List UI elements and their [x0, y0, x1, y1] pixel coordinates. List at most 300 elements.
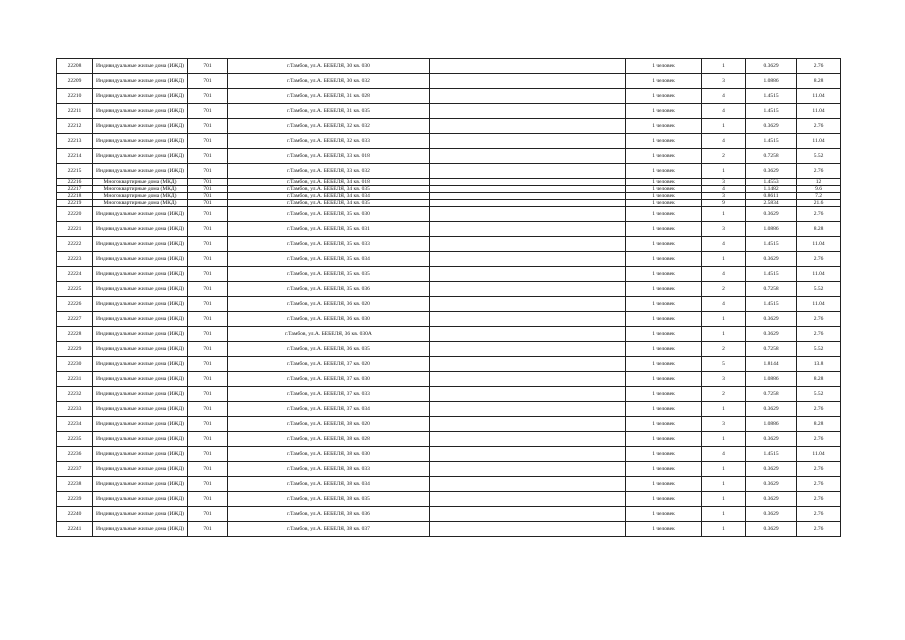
table-row: [57, 207, 841, 222]
count-cell: 4: [702, 104, 746, 119]
total-cell: 2.76: [797, 252, 841, 267]
table-row: [57, 186, 841, 193]
coefficient-cell: 1.0886: [746, 74, 797, 89]
count-cell: 2: [702, 282, 746, 297]
unit-cell: 1 человек: [626, 432, 702, 447]
code-cell: 701: [188, 357, 228, 372]
empty-cell: [430, 134, 626, 149]
row-id-cell: 22210: [57, 89, 93, 104]
code-cell: 701: [188, 417, 228, 432]
row-id-cell: 22232: [57, 387, 93, 402]
code-cell: 701: [188, 59, 228, 74]
table-row: [57, 252, 841, 267]
code-cell: 701: [188, 149, 228, 164]
document-page: [56, 58, 840, 537]
empty-cell: [430, 432, 626, 447]
row-id-cell: 22241: [57, 522, 93, 537]
address-cell: г.Тамбов, ул.А. БЕБЕЛЯ, 34 кв. 035: [228, 186, 430, 193]
empty-cell: [430, 522, 626, 537]
row-id-cell: 22208: [57, 59, 93, 74]
unit-cell: 1 человек: [626, 357, 702, 372]
empty-cell: [430, 402, 626, 417]
empty-cell: [430, 462, 626, 477]
coefficient-cell: 0.3629: [746, 522, 797, 537]
house-type-cell: Многоквартирные дома (МКД): [93, 179, 188, 186]
coefficient-cell: 1.4515: [746, 237, 797, 252]
address-cell: г.Тамбов, ул.А. БЕБЕЛЯ, 33 кв. 018: [228, 149, 430, 164]
empty-cell: [430, 342, 626, 357]
address-cell: г.Тамбов, ул.А. БЕБЕЛЯ, 37 кв. 034: [228, 402, 430, 417]
row-id-cell: 22235: [57, 432, 93, 447]
coefficient-cell: 1.1482: [746, 186, 797, 193]
table-row: [57, 312, 841, 327]
table-row: [57, 200, 841, 207]
row-id-cell: 22231: [57, 372, 93, 387]
row-id-cell: 22224: [57, 267, 93, 282]
empty-cell: [430, 492, 626, 507]
table-row: [57, 134, 841, 149]
table-row: [57, 372, 841, 387]
total-cell: 2.76: [797, 522, 841, 537]
table-row: [57, 417, 841, 432]
code-cell: 701: [188, 164, 228, 179]
coefficient-cell: 1.0886: [746, 372, 797, 387]
house-type-cell: Индивидуальные жилые дома (ИЖД): [93, 297, 188, 312]
total-cell: 2.76: [797, 402, 841, 417]
total-cell: 5.52: [797, 282, 841, 297]
table-row: [57, 447, 841, 462]
row-id-cell: 22233: [57, 402, 93, 417]
house-type-cell: Индивидуальные жилые дома (ИЖД): [93, 522, 188, 537]
total-cell: 11.04: [797, 297, 841, 312]
table-row: [57, 387, 841, 402]
coefficient-cell: 1.4515: [746, 104, 797, 119]
total-cell: 2.76: [797, 492, 841, 507]
code-cell: 701: [188, 104, 228, 119]
code-cell: 701: [188, 207, 228, 222]
address-cell: г.Тамбов, ул.А. БЕБЕЛЯ, 35 кв. 035: [228, 267, 430, 282]
unit-cell: 1 человек: [626, 119, 702, 134]
house-type-cell: Индивидуальные жилые дома (ИЖД): [93, 164, 188, 179]
count-cell: 2: [702, 149, 746, 164]
coefficient-cell: 1.8144: [746, 357, 797, 372]
house-type-cell: Индивидуальные жилые дома (ИЖД): [93, 104, 188, 119]
count-cell: 3: [702, 193, 746, 200]
house-type-cell: Индивидуальные жилые дома (ИЖД): [93, 312, 188, 327]
table-row: [57, 222, 841, 237]
count-cell: 1: [702, 327, 746, 342]
count-cell: 4: [702, 267, 746, 282]
total-cell: 2.76: [797, 119, 841, 134]
code-cell: 701: [188, 492, 228, 507]
empty-cell: [430, 507, 626, 522]
total-cell: 11.04: [797, 237, 841, 252]
code-cell: 701: [188, 222, 228, 237]
total-cell: 5.52: [797, 149, 841, 164]
unit-cell: 1 человек: [626, 237, 702, 252]
coefficient-cell: 0.3629: [746, 492, 797, 507]
row-id-cell: 22209: [57, 74, 93, 89]
count-cell: 4: [702, 297, 746, 312]
empty-cell: [430, 312, 626, 327]
table-row: [57, 522, 841, 537]
empty-cell: [430, 186, 626, 193]
total-cell: 2.76: [797, 432, 841, 447]
code-cell: 701: [188, 179, 228, 186]
total-cell: 11.04: [797, 134, 841, 149]
table-row: [57, 492, 841, 507]
coefficient-cell: 1.0886: [746, 417, 797, 432]
coefficient-cell: 0.3629: [746, 312, 797, 327]
unit-cell: 1 человек: [626, 402, 702, 417]
code-cell: 701: [188, 186, 228, 193]
count-cell: 4: [702, 237, 746, 252]
address-cell: г.Тамбов, ул.А. БЕБЕЛЯ, 35 кв. 034: [228, 252, 430, 267]
house-type-cell: Индивидуальные жилые дома (ИЖД): [93, 252, 188, 267]
empty-cell: [430, 477, 626, 492]
coefficient-cell: 0.7258: [746, 149, 797, 164]
unit-cell: 1 человек: [626, 207, 702, 222]
unit-cell: 1 человек: [626, 149, 702, 164]
unit-cell: 1 человек: [626, 252, 702, 267]
total-cell: 8.28: [797, 417, 841, 432]
address-cell: г.Тамбов, ул.А. БЕБЕЛЯ, 38 кв. 035: [228, 492, 430, 507]
table-row: [57, 267, 841, 282]
total-cell: 13.8: [797, 357, 841, 372]
empty-cell: [430, 149, 626, 164]
total-cell: 5.52: [797, 387, 841, 402]
coefficient-cell: 0.3629: [746, 402, 797, 417]
code-cell: 701: [188, 432, 228, 447]
address-cell: г.Тамбов, ул.А. БЕБЕЛЯ, 34 кв. 034: [228, 193, 430, 200]
address-cell: г.Тамбов, ул.А. БЕБЕЛЯ, 37 кв. 030: [228, 372, 430, 387]
table-row: [57, 357, 841, 372]
house-type-cell: Индивидуальные жилые дома (ИЖД): [93, 477, 188, 492]
coefficient-cell: 0.3629: [746, 164, 797, 179]
row-id-cell: 22221: [57, 222, 93, 237]
house-type-cell: Индивидуальные жилые дома (ИЖД): [93, 222, 188, 237]
unit-cell: 1 человек: [626, 282, 702, 297]
total-cell: 11.04: [797, 267, 841, 282]
table-row: [57, 237, 841, 252]
code-cell: 701: [188, 342, 228, 357]
house-type-cell: Индивидуальные жилые дома (ИЖД): [93, 372, 188, 387]
count-cell: 1: [702, 164, 746, 179]
code-cell: 701: [188, 297, 228, 312]
house-type-cell: Индивидуальные жилые дома (ИЖД): [93, 447, 188, 462]
total-cell: 8.28: [797, 372, 841, 387]
table-row: [57, 477, 841, 492]
address-cell: г.Тамбов, ул.А. БЕБЕЛЯ, 34 кв. 035: [228, 200, 430, 207]
count-cell: 4: [702, 89, 746, 104]
empty-cell: [430, 282, 626, 297]
house-type-cell: Индивидуальные жилые дома (ИЖД): [93, 74, 188, 89]
house-type-cell: Индивидуальные жилые дома (ИЖД): [93, 357, 188, 372]
unit-cell: 1 человек: [626, 186, 702, 193]
address-cell: г.Тамбов, ул.А. БЕБЕЛЯ, 38 кв. 030: [228, 447, 430, 462]
code-cell: 701: [188, 134, 228, 149]
house-type-cell: Индивидуальные жилые дома (ИЖД): [93, 134, 188, 149]
row-id-cell: 22227: [57, 312, 93, 327]
address-cell: г.Тамбов, ул.А. БЕБЕЛЯ, 30 кв. 030: [228, 59, 430, 74]
address-cell: г.Тамбов, ул.А. БЕБЕЛЯ, 33 кв. 032: [228, 164, 430, 179]
empty-cell: [430, 222, 626, 237]
unit-cell: 1 человек: [626, 477, 702, 492]
table-row: [57, 149, 841, 164]
unit-cell: 1 человек: [626, 179, 702, 186]
code-cell: 701: [188, 312, 228, 327]
count-cell: 1: [702, 462, 746, 477]
address-cell: г.Тамбов, ул.А. БЕБЕЛЯ, 37 кв. 033: [228, 387, 430, 402]
total-cell: 2.76: [797, 507, 841, 522]
address-cell: г.Тамбов, ул.А. БЕБЕЛЯ, 38 кв. 020: [228, 417, 430, 432]
code-cell: 701: [188, 267, 228, 282]
address-cell: г.Тамбов, ул.А. БЕБЕЛЯ, 38 кв. 037: [228, 522, 430, 537]
count-cell: 2: [702, 342, 746, 357]
empty-cell: [430, 252, 626, 267]
empty-cell: [430, 193, 626, 200]
row-id-cell: 22217: [57, 186, 93, 193]
coefficient-cell: 0.8611: [746, 193, 797, 200]
row-id-cell: 22225: [57, 282, 93, 297]
total-cell: 2.76: [797, 462, 841, 477]
total-cell: 2.76: [797, 327, 841, 342]
empty-cell: [430, 297, 626, 312]
unit-cell: 1 человек: [626, 297, 702, 312]
unit-cell: 1 человек: [626, 267, 702, 282]
empty-cell: [430, 387, 626, 402]
house-type-cell: Индивидуальные жилые дома (ИЖД): [93, 432, 188, 447]
coefficient-cell: 0.3629: [746, 252, 797, 267]
house-type-cell: Индивидуальные жилые дома (ИЖД): [93, 207, 188, 222]
row-id-cell: 22219: [57, 200, 93, 207]
coefficient-cell: 1.4515: [746, 89, 797, 104]
code-cell: 701: [188, 193, 228, 200]
address-cell: г.Тамбов, ул.А. БЕБЕЛЯ, 35 кв. 036: [228, 282, 430, 297]
count-cell: 3: [702, 74, 746, 89]
table-row: [57, 432, 841, 447]
total-cell: 8.28: [797, 74, 841, 89]
row-id-cell: 22216: [57, 179, 93, 186]
house-type-cell: Индивидуальные жилые дома (ИЖД): [93, 149, 188, 164]
unit-cell: 1 человек: [626, 74, 702, 89]
unit-cell: 1 человек: [626, 312, 702, 327]
code-cell: 701: [188, 89, 228, 104]
unit-cell: 1 человек: [626, 462, 702, 477]
empty-cell: [430, 372, 626, 387]
empty-cell: [430, 104, 626, 119]
table-row: [57, 342, 841, 357]
row-id-cell: 22215: [57, 164, 93, 179]
address-cell: г.Тамбов, ул.А. БЕБЕЛЯ, 38 кв. 034: [228, 477, 430, 492]
coefficient-cell: 1.4515: [746, 134, 797, 149]
data-table: [56, 58, 841, 537]
unit-cell: 1 человек: [626, 372, 702, 387]
house-type-cell: Индивидуальные жилые дома (ИЖД): [93, 507, 188, 522]
house-type-cell: Индивидуальные жилые дома (ИЖД): [93, 327, 188, 342]
code-cell: 701: [188, 372, 228, 387]
table-row: [57, 119, 841, 134]
row-id-cell: 22230: [57, 357, 93, 372]
coefficient-cell: 1.4515: [746, 447, 797, 462]
count-cell: 5: [702, 357, 746, 372]
coefficient-cell: 0.3629: [746, 462, 797, 477]
count-cell: 4: [702, 447, 746, 462]
count-cell: 2: [702, 387, 746, 402]
count-cell: 4: [702, 134, 746, 149]
unit-cell: 1 человек: [626, 327, 702, 342]
coefficient-cell: 2.5834: [746, 200, 797, 207]
table-row: [57, 89, 841, 104]
table-row: [57, 104, 841, 119]
coefficient-cell: 0.3629: [746, 327, 797, 342]
code-cell: 701: [188, 387, 228, 402]
unit-cell: 1 человек: [626, 507, 702, 522]
coefficient-cell: 0.3629: [746, 507, 797, 522]
total-cell: 21.6: [797, 200, 841, 207]
row-id-cell: 22212: [57, 119, 93, 134]
total-cell: 11.04: [797, 104, 841, 119]
house-type-cell: Индивидуальные жилые дома (ИЖД): [93, 462, 188, 477]
address-cell: г.Тамбов, ул.А. БЕБЕЛЯ, 32 кв. 033: [228, 134, 430, 149]
coefficient-cell: 0.7258: [746, 282, 797, 297]
coefficient-cell: 0.3629: [746, 59, 797, 74]
unit-cell: 1 человек: [626, 342, 702, 357]
address-cell: г.Тамбов, ул.А. БЕБЕЛЯ, 37 кв. 020: [228, 357, 430, 372]
address-cell: г.Тамбов, ул.А. БЕБЕЛЯ, 36 кв. 035: [228, 342, 430, 357]
address-cell: г.Тамбов, ул.А. БЕБЕЛЯ, 36 кв. 020: [228, 297, 430, 312]
row-id-cell: 22236: [57, 447, 93, 462]
address-cell: г.Тамбов, ул.А. БЕБЕЛЯ, 35 кв. 030: [228, 207, 430, 222]
row-id-cell: 22222: [57, 237, 93, 252]
row-id-cell: 22218: [57, 193, 93, 200]
house-type-cell: Многоквартирные дома (МКД): [93, 200, 188, 207]
table-row: [57, 327, 841, 342]
row-id-cell: 22211: [57, 104, 93, 119]
code-cell: 701: [188, 252, 228, 267]
row-id-cell: 22213: [57, 134, 93, 149]
unit-cell: 1 человек: [626, 387, 702, 402]
coefficient-cell: 0.7258: [746, 342, 797, 357]
count-cell: 1: [702, 312, 746, 327]
table-row: [57, 193, 841, 200]
empty-cell: [430, 417, 626, 432]
empty-cell: [430, 327, 626, 342]
code-cell: 701: [188, 522, 228, 537]
total-cell: 9.6: [797, 186, 841, 193]
unit-cell: 1 человек: [626, 164, 702, 179]
address-cell: г.Тамбов, ул.А. БЕБЕЛЯ, 38 кв. 033: [228, 462, 430, 477]
code-cell: 701: [188, 402, 228, 417]
count-cell: 4: [702, 186, 746, 193]
empty-cell: [430, 119, 626, 134]
house-type-cell: Индивидуальные жилые дома (ИЖД): [93, 342, 188, 357]
unit-cell: 1 человек: [626, 193, 702, 200]
count-cell: 1: [702, 507, 746, 522]
code-cell: 701: [188, 200, 228, 207]
count-cell: 3: [702, 179, 746, 186]
unit-cell: 1 человек: [626, 104, 702, 119]
address-cell: г.Тамбов, ул.А. БЕБЕЛЯ, 38 кв. 028: [228, 432, 430, 447]
house-type-cell: Индивидуальные жилые дома (ИЖД): [93, 237, 188, 252]
count-cell: 1: [702, 522, 746, 537]
address-cell: г.Тамбов, ул.А. БЕБЕЛЯ, 35 кв. 031: [228, 222, 430, 237]
row-id-cell: 22234: [57, 417, 93, 432]
code-cell: 701: [188, 507, 228, 522]
address-cell: г.Тамбов, ул.А. БЕБЕЛЯ, 36 кв. 030А: [228, 327, 430, 342]
total-cell: 2.76: [797, 164, 841, 179]
count-cell: 1: [702, 207, 746, 222]
table-row: [57, 462, 841, 477]
house-type-cell: Индивидуальные жилые дома (ИЖД): [93, 402, 188, 417]
table-row: [57, 282, 841, 297]
house-type-cell: Индивидуальные жилые дома (ИЖД): [93, 387, 188, 402]
total-cell: 2.76: [797, 59, 841, 74]
count-cell: 1: [702, 432, 746, 447]
unit-cell: 1 человек: [626, 89, 702, 104]
row-id-cell: 22220: [57, 207, 93, 222]
empty-cell: [430, 447, 626, 462]
code-cell: 701: [188, 447, 228, 462]
row-id-cell: 22228: [57, 327, 93, 342]
house-type-cell: Многоквартирные дома (МКД): [93, 193, 188, 200]
total-cell: 5.52: [797, 342, 841, 357]
unit-cell: 1 человек: [626, 447, 702, 462]
empty-cell: [430, 89, 626, 104]
row-id-cell: 22229: [57, 342, 93, 357]
count-cell: 9: [702, 200, 746, 207]
code-cell: 701: [188, 74, 228, 89]
house-type-cell: Индивидуальные жилые дома (ИЖД): [93, 59, 188, 74]
table-row: [57, 179, 841, 186]
code-cell: 701: [188, 462, 228, 477]
row-id-cell: 22237: [57, 462, 93, 477]
table-body: [57, 59, 841, 537]
row-id-cell: 22240: [57, 507, 93, 522]
table-row: [57, 507, 841, 522]
count-cell: 3: [702, 417, 746, 432]
coefficient-cell: 0.7258: [746, 387, 797, 402]
count-cell: 1: [702, 119, 746, 134]
empty-cell: [430, 74, 626, 89]
address-cell: г.Тамбов, ул.А. БЕБЕЛЯ, 34 кв. 018: [228, 179, 430, 186]
code-cell: 701: [188, 282, 228, 297]
code-cell: 701: [188, 477, 228, 492]
row-id-cell: 22214: [57, 149, 93, 164]
coefficient-cell: 1.4515: [746, 297, 797, 312]
total-cell: 11.04: [797, 89, 841, 104]
coefficient-cell: 1.4553: [746, 179, 797, 186]
empty-cell: [430, 179, 626, 186]
coefficient-cell: 1.0886: [746, 222, 797, 237]
address-cell: г.Тамбов, ул.А. БЕБЕЛЯ, 32 кв. 032: [228, 119, 430, 134]
code-cell: 701: [188, 327, 228, 342]
row-id-cell: 22238: [57, 477, 93, 492]
code-cell: 701: [188, 119, 228, 134]
count-cell: 1: [702, 402, 746, 417]
address-cell: г.Тамбов, ул.А. БЕБЕЛЯ, 31 кв. 028: [228, 89, 430, 104]
house-type-cell: Индивидуальные жилые дома (ИЖД): [93, 417, 188, 432]
total-cell: 12: [797, 179, 841, 186]
count-cell: 1: [702, 477, 746, 492]
unit-cell: 1 человек: [626, 522, 702, 537]
count-cell: 1: [702, 492, 746, 507]
unit-cell: 1 человек: [626, 222, 702, 237]
house-type-cell: Индивидуальные жилые дома (ИЖД): [93, 89, 188, 104]
unit-cell: 1 человек: [626, 59, 702, 74]
coefficient-cell: 0.3629: [746, 432, 797, 447]
row-id-cell: 22226: [57, 297, 93, 312]
